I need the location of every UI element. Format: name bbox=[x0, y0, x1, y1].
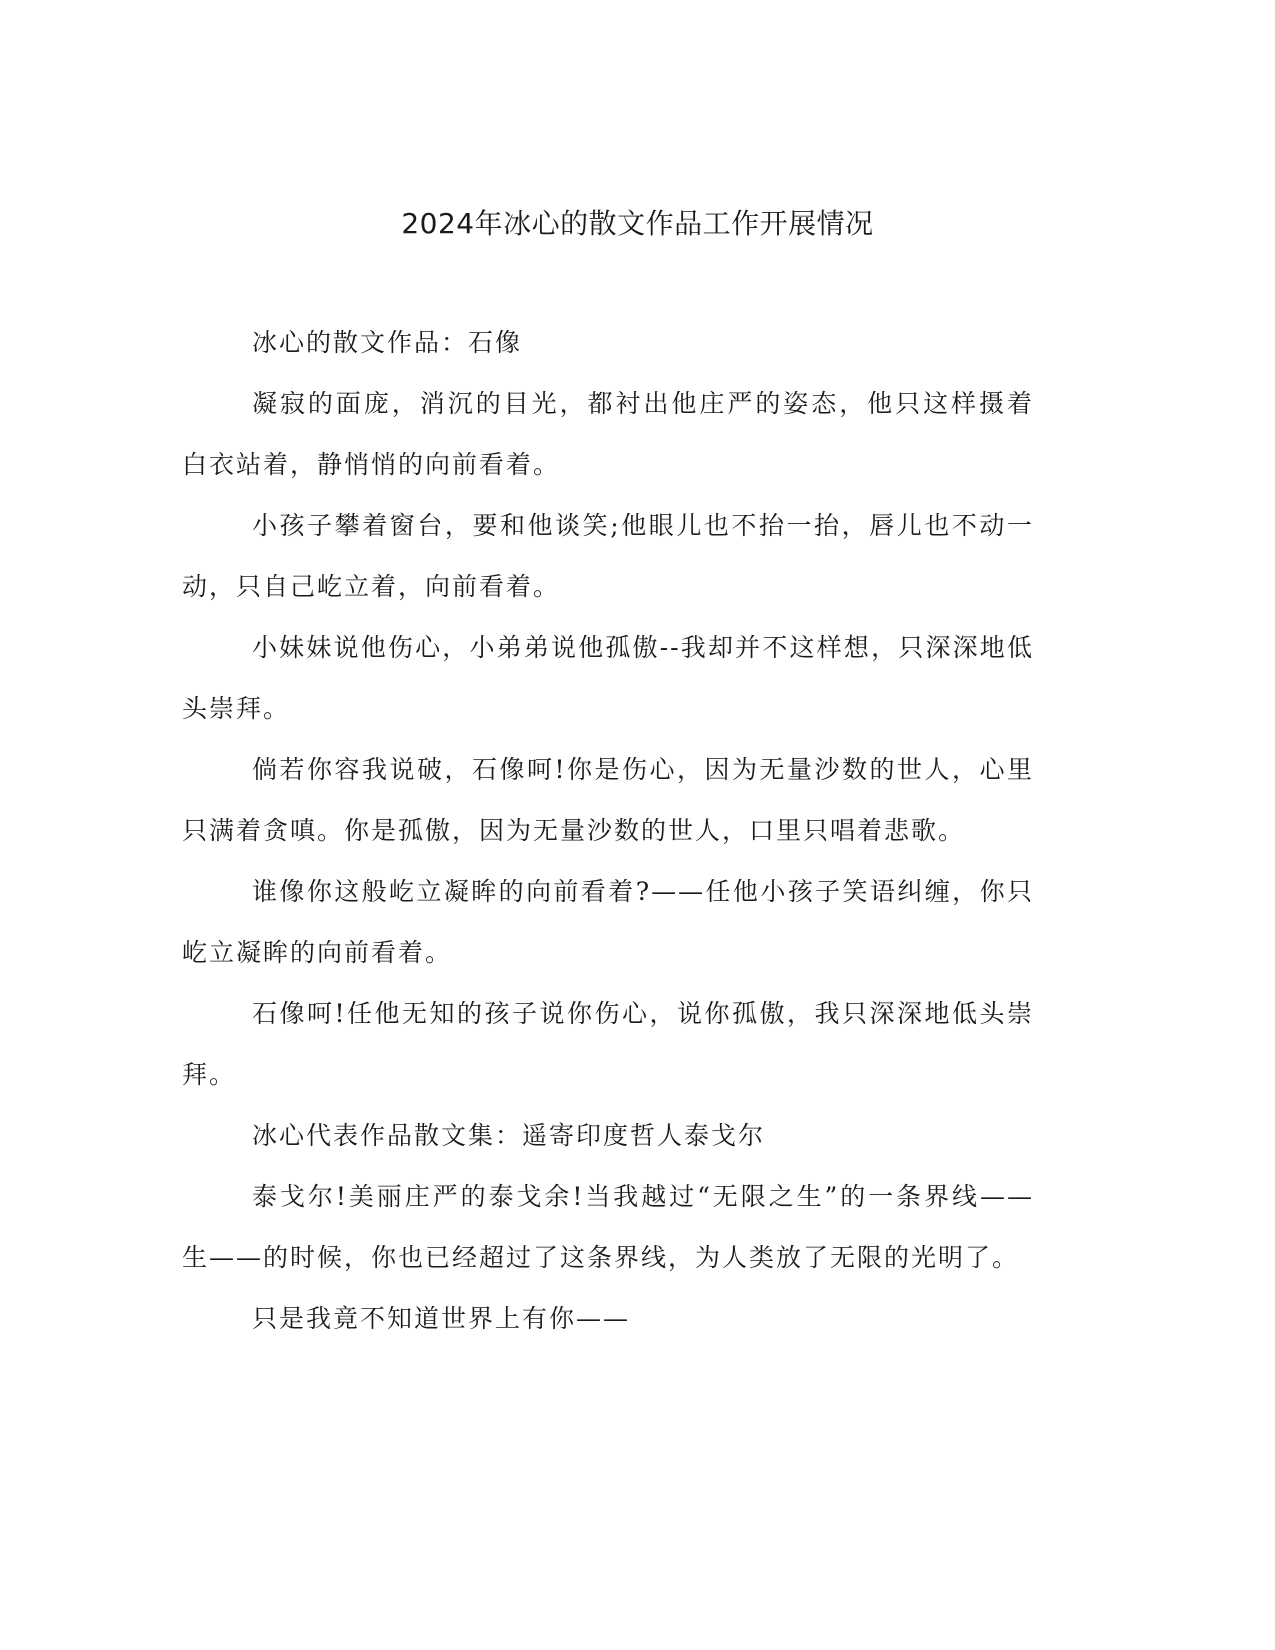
paragraph: 小孩子攀着窗台，要和他谈笑;他眼儿也不抬一抬，唇儿也不动一动，只自己屹立着，向前看着。 bbox=[182, 511, 1034, 601]
paragraph-section-heading-stone-statue: 冰心的散文作品：石像 bbox=[252, 328, 523, 357]
paragraph-section-heading-tagore: 冰心代表作品散文集：遥寄印度哲人泰戈尔 bbox=[252, 1121, 766, 1150]
document-body bbox=[182, 312, 1034, 1349]
paragraph: 凝寂的面庞，消沉的目光，都衬出他庄严的姿态，他只这样摄着白衣站着，静悄悄的向前看着。 bbox=[182, 389, 1034, 479]
paragraph: 小妹妹说他伤心，小弟弟说他孤傲--我却并不这样想，只深深地低头崇拜。 bbox=[182, 633, 1034, 723]
document-title: 2024年冰心的散文作品工作开展情况 bbox=[401, 207, 874, 240]
paragraph: 泰戈尔!美丽庄严的泰戈余!当我越过“无限之生”的一条界线——生——的时候，你也已经超过了这条界线，为人类放了无限的光明了。 bbox=[182, 1182, 1034, 1272]
paragraph: 只是我竟不知道世界上有你—— bbox=[252, 1304, 631, 1333]
paragraph: 石像呵!任他无知的孩子说你伤心，说你孤傲，我只深深地低头崇拜。 bbox=[182, 999, 1034, 1089]
paragraph: 谁像你这般屹立凝眸的向前看着?——任他小孩子笑语纠缠，你只屹立凝眸的向前看着。 bbox=[182, 877, 1034, 967]
paragraph: 倘若你容我说破，石像呵!你是伤心，因为无量沙数的世人，心里只满着贪嗔。你是孤傲，因为无量沙数的世人，口里只唱着悲歌。 bbox=[182, 755, 1034, 845]
